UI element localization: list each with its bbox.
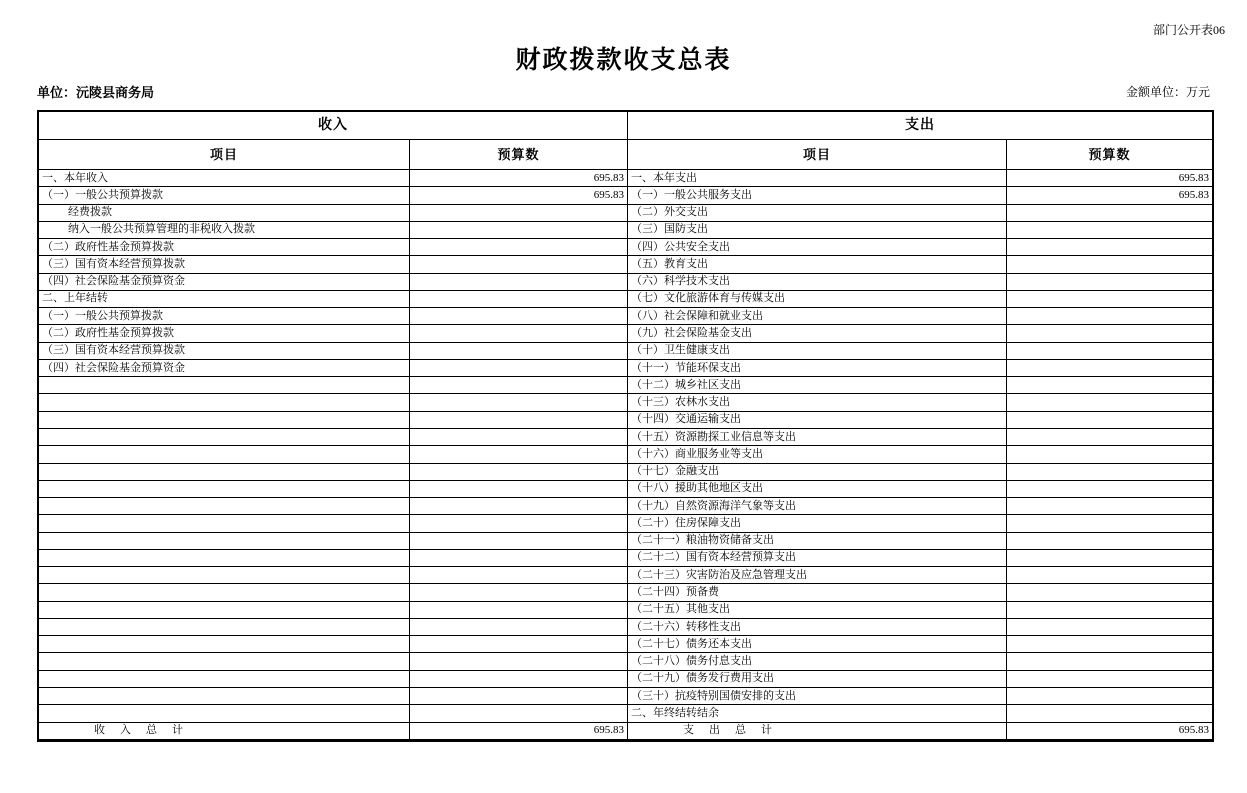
expenditure-item-cell: （三）国防支出	[628, 222, 1007, 239]
expenditure-item-cell: （二十一）粮油物资储备支出	[628, 533, 1007, 550]
revenue-item-cell	[39, 515, 410, 532]
expenditure-value-cell	[1007, 584, 1212, 601]
revenue-total-value: 695.83	[410, 723, 628, 740]
revenue-value-cell	[410, 567, 628, 584]
expenditure-item-cell: 一、本年支出	[628, 170, 1007, 187]
revenue-item-cell	[39, 394, 410, 411]
expenditure-item-cell: （十五）资源勘探工业信息等支出	[628, 429, 1007, 446]
revenue-item-cell: 纳入一般公共预算管理的非税收入拨款	[39, 222, 410, 239]
expenditure-section-header: 支出	[628, 112, 1212, 140]
revenue-value-cell	[410, 602, 628, 619]
expenditure-value-cell	[1007, 274, 1212, 291]
expenditure-item-cell: （十九）自然资源海洋气象等支出	[628, 498, 1007, 515]
revenue-item-cell: （四）社会保险基金预算资金	[39, 360, 410, 377]
revenue-item-cell	[39, 481, 410, 498]
revenue-item-cell: （一）一般公共预算拨款	[39, 308, 410, 325]
amount-unit-label: 金额单位：万元	[1125, 85, 1210, 99]
expenditure-item-cell: （二十三）灾害防治及应急管理支出	[628, 567, 1007, 584]
expenditure-item-cell: （七）文化旅游体育与传媒支出	[628, 291, 1007, 308]
revenue-item-cell	[39, 619, 410, 636]
expenditure-item-cell: （十六）商业服务业等支出	[628, 446, 1007, 463]
revenue-item-cell	[39, 464, 410, 481]
unit-name-label: 单位：沅陵县商务局	[37, 85, 155, 100]
revenue-value-cell	[410, 636, 628, 653]
expenditure-budget-column-header: 预算数	[1007, 140, 1212, 170]
revenue-item-cell	[39, 412, 410, 429]
revenue-value-cell	[410, 412, 628, 429]
expenditure-item-cell: （二）外交支出	[628, 205, 1007, 222]
expenditure-item-cell: （三十）抗疫特别国债安排的支出	[628, 688, 1007, 705]
revenue-item-cell	[39, 602, 410, 619]
revenue-item-column-header: 项目	[39, 140, 410, 170]
expenditure-value-cell	[1007, 671, 1212, 688]
revenue-value-cell	[410, 291, 628, 308]
expenditure-item-cell: （十八）援助其他地区支出	[628, 481, 1007, 498]
revenue-item-cell: 二、上年结转	[39, 291, 410, 308]
expenditure-item-cell: （二十二）国有资本经营预算支出	[628, 550, 1007, 567]
expenditure-item-cell: （二十四）预备费	[628, 584, 1007, 601]
revenue-item-cell	[39, 429, 410, 446]
revenue-budget-column-header: 预算数	[410, 140, 628, 170]
expenditure-total-value: 695.83	[1007, 723, 1212, 740]
revenue-value-cell	[410, 619, 628, 636]
expenditure-item-cell: （十二）城乡社区支出	[628, 377, 1007, 394]
expenditure-total-label: 支 出 总 计	[628, 723, 1007, 740]
revenue-item-cell	[39, 653, 410, 670]
revenue-value-cell	[410, 256, 628, 273]
revenue-value-cell	[410, 705, 628, 722]
revenue-item-cell	[39, 567, 410, 584]
revenue-value-cell	[410, 394, 628, 411]
expenditure-value-cell: 695.83	[1007, 187, 1212, 204]
doc-number-label: 部门公开表06	[1152, 23, 1225, 37]
expenditure-value-cell	[1007, 239, 1212, 256]
revenue-value-cell	[410, 515, 628, 532]
revenue-item-cell: （二）政府性基金预算拨款	[39, 239, 410, 256]
expenditure-item-cell: （五）教育支出	[628, 256, 1007, 273]
expenditure-item-cell: （十七）金融支出	[628, 464, 1007, 481]
expenditure-item-cell: （十四）交通运输支出	[628, 412, 1007, 429]
expenditure-item-cell: （二十九）债务发行费用支出	[628, 671, 1007, 688]
revenue-value-cell	[410, 671, 628, 688]
expenditure-value-cell	[1007, 481, 1212, 498]
revenue-item-cell	[39, 705, 410, 722]
revenue-item-cell: （一）一般公共预算拨款	[39, 187, 410, 204]
revenue-item-cell	[39, 550, 410, 567]
expenditure-value-cell	[1007, 653, 1212, 670]
expenditure-value-cell	[1007, 550, 1212, 567]
expenditure-item-cell: （一）一般公共服务支出	[628, 187, 1007, 204]
revenue-item-cell: 一、本年收入	[39, 170, 410, 187]
expenditure-item-cell: （二十）住房保障支出	[628, 515, 1007, 532]
expenditure-value-cell	[1007, 464, 1212, 481]
expenditure-item-cell: （四）公共安全支出	[628, 239, 1007, 256]
revenue-value-cell	[410, 498, 628, 515]
revenue-value-cell	[410, 274, 628, 291]
expenditure-value-cell: 695.83	[1007, 170, 1212, 187]
expenditure-item-column-header: 项目	[628, 140, 1007, 170]
revenue-item-cell	[39, 584, 410, 601]
expenditure-item-cell: （十）卫生健康支出	[628, 343, 1007, 360]
revenue-item-cell: （四）社会保险基金预算资金	[39, 274, 410, 291]
expenditure-item-cell: 二、年终结转结余	[628, 705, 1007, 722]
revenue-section-header: 收入	[39, 112, 628, 140]
revenue-value-cell	[410, 222, 628, 239]
revenue-item-cell: （三）国有资本经营预算拨款	[39, 343, 410, 360]
revenue-value-cell	[410, 429, 628, 446]
revenue-value-cell	[410, 360, 628, 377]
expenditure-value-cell	[1007, 515, 1212, 532]
expenditure-item-cell: （六）科学技术支出	[628, 274, 1007, 291]
expenditure-value-cell	[1007, 291, 1212, 308]
revenue-item-cell	[39, 688, 410, 705]
revenue-value-cell	[410, 343, 628, 360]
expenditure-value-cell	[1007, 256, 1212, 273]
revenue-value-cell	[410, 533, 628, 550]
expenditure-item-cell: （十三）农林水支出	[628, 394, 1007, 411]
revenue-value-cell	[410, 325, 628, 342]
expenditure-value-cell	[1007, 325, 1212, 342]
expenditure-item-cell: （八）社会保障和就业支出	[628, 308, 1007, 325]
expenditure-value-cell	[1007, 412, 1212, 429]
revenue-value-cell	[410, 550, 628, 567]
expenditure-value-cell	[1007, 567, 1212, 584]
expenditure-item-cell: （九）社会保险基金支出	[628, 325, 1007, 342]
expenditure-item-cell: （二十六）转移性支出	[628, 619, 1007, 636]
revenue-value-cell: 695.83	[410, 170, 628, 187]
revenue-item-cell	[39, 498, 410, 515]
expenditure-value-cell	[1007, 533, 1212, 550]
expenditure-item-cell: （十一）节能环保支出	[628, 360, 1007, 377]
summary-table	[37, 110, 1214, 742]
revenue-value-cell	[410, 584, 628, 601]
expenditure-value-cell	[1007, 343, 1212, 360]
expenditure-value-cell	[1007, 308, 1212, 325]
revenue-value-cell	[410, 688, 628, 705]
revenue-item-cell: （二）政府性基金预算拨款	[39, 325, 410, 342]
revenue-item-cell: 经费拨款	[39, 205, 410, 222]
revenue-value-cell	[410, 239, 628, 256]
expenditure-value-cell	[1007, 619, 1212, 636]
expenditure-item-cell: （二十八）债务付息支出	[628, 653, 1007, 670]
expenditure-value-cell	[1007, 394, 1212, 411]
expenditure-value-cell	[1007, 360, 1212, 377]
expenditure-value-cell	[1007, 377, 1212, 394]
revenue-value-cell: 695.83	[410, 187, 628, 204]
expenditure-value-cell	[1007, 446, 1212, 463]
revenue-value-cell	[410, 205, 628, 222]
expenditure-value-cell	[1007, 429, 1212, 446]
report-title: 财政拨款收支总表	[515, 47, 732, 74]
expenditure-value-cell	[1007, 222, 1212, 239]
revenue-value-cell	[410, 446, 628, 463]
revenue-value-cell	[410, 481, 628, 498]
revenue-item-cell	[39, 636, 410, 653]
revenue-total-label: 收 入 总 计	[39, 723, 410, 740]
revenue-item-cell	[39, 446, 410, 463]
expenditure-value-cell	[1007, 602, 1212, 619]
expenditure-value-cell	[1007, 498, 1212, 515]
revenue-value-cell	[410, 377, 628, 394]
revenue-value-cell	[410, 653, 628, 670]
expenditure-value-cell	[1007, 688, 1212, 705]
revenue-item-cell	[39, 533, 410, 550]
revenue-item-cell: （三）国有资本经营预算拨款	[39, 256, 410, 273]
revenue-item-cell	[39, 671, 410, 688]
expenditure-item-cell: （二十五）其他支出	[628, 602, 1007, 619]
revenue-value-cell	[410, 464, 628, 481]
expenditure-value-cell	[1007, 205, 1212, 222]
expenditure-item-cell: （二十七）债务还本支出	[628, 636, 1007, 653]
expenditure-value-cell	[1007, 705, 1212, 722]
expenditure-value-cell	[1007, 636, 1212, 653]
revenue-value-cell	[410, 308, 628, 325]
revenue-item-cell	[39, 377, 410, 394]
